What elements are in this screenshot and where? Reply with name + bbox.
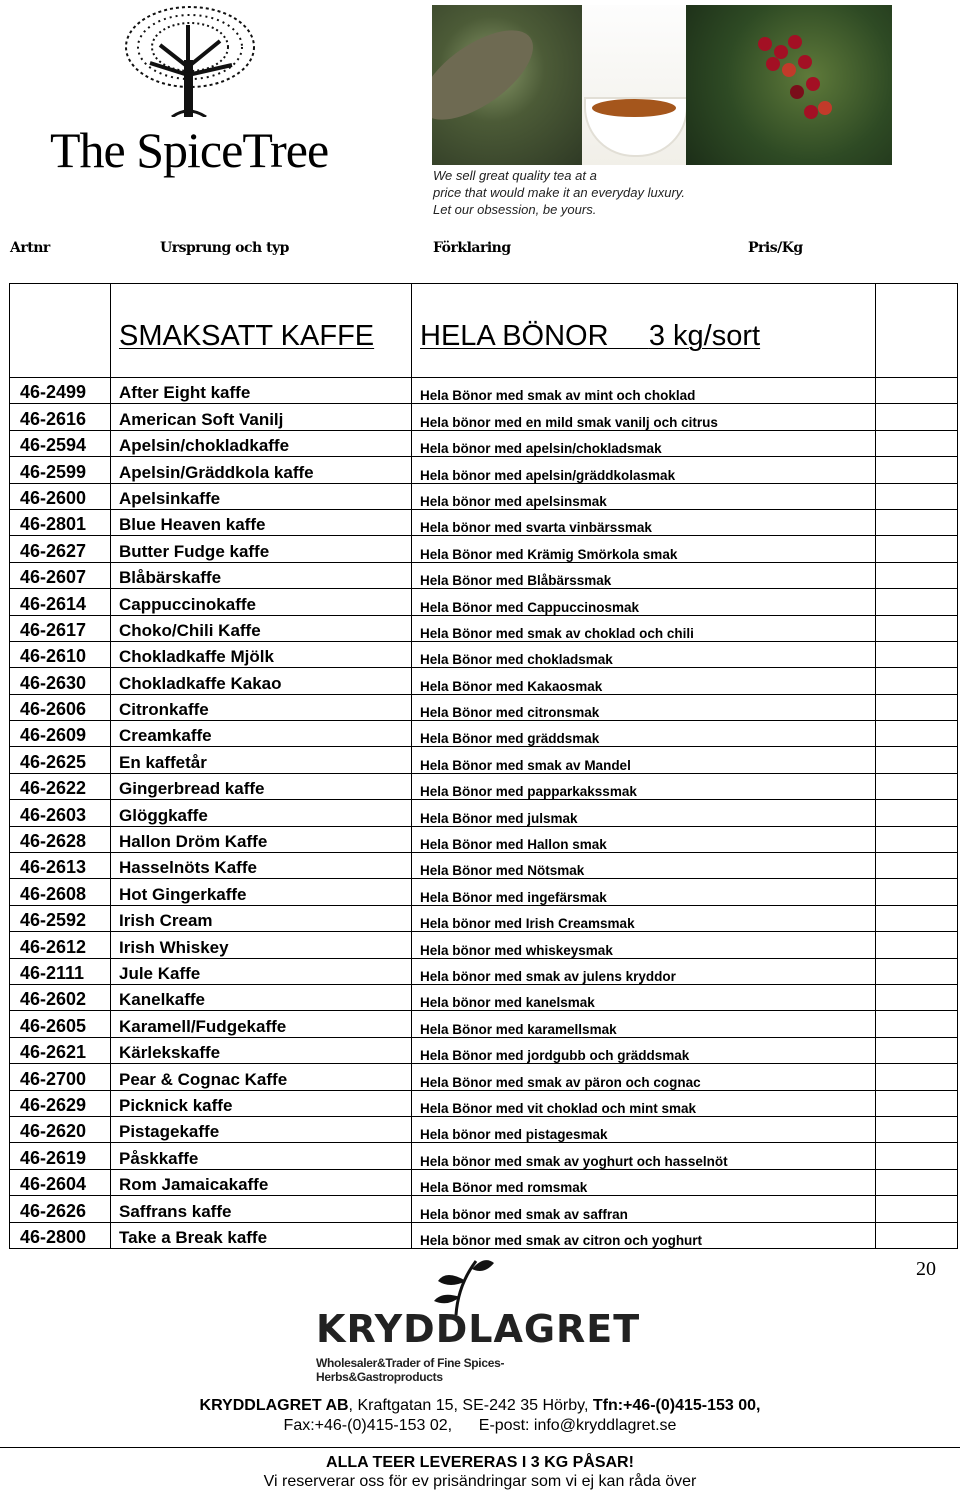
- product-description: Hela Bönor med vit choklad och mint smak: [412, 1090, 876, 1116]
- price-cell: [876, 668, 958, 694]
- product-description: Hela Bönor med papparkakssmak: [412, 773, 876, 799]
- table-row: [10, 589, 958, 615]
- product-description: Hela Bönor med Krämig Smörkola smak: [412, 536, 876, 562]
- product-name: Irish Cream: [111, 905, 412, 931]
- table-row: [10, 509, 958, 535]
- product-name: Apelsinkaffe: [111, 483, 412, 509]
- product-name: Blue Heaven kaffe: [111, 509, 412, 535]
- product-name: Take a Break kaffe: [111, 1222, 412, 1248]
- price-cell: [876, 562, 958, 588]
- product-name: Hot Gingerkaffe: [111, 879, 412, 905]
- table-row: [10, 668, 958, 694]
- price-cell: [876, 1143, 958, 1169]
- product-name: Glöggkaffe: [111, 800, 412, 826]
- heading-cell-price: [876, 284, 958, 378]
- product-description: Hela bönor med whiskeysmak: [412, 932, 876, 958]
- article-number: 46-2603: [10, 800, 111, 826]
- address-line-2: Fax:+46-(0)415-153 02, E-post: info@kryddlagret.se: [283, 1417, 677, 1434]
- table-row: [10, 747, 958, 773]
- price-cell: [876, 1116, 958, 1142]
- price-cell: [876, 1196, 958, 1222]
- price-cell: [876, 958, 958, 984]
- table-row: [10, 1169, 958, 1195]
- product-description: Hela bönor med smak av yoghurt och hasselnöt: [412, 1143, 876, 1169]
- product-description: Hela Bönor med romsmak: [412, 1169, 876, 1195]
- column-headers: [0, 240, 960, 260]
- product-description: Hela Bönor med julsmak: [412, 800, 876, 826]
- price-cell: [876, 536, 958, 562]
- product-description: Hela Bönor med Nötsmak: [412, 853, 876, 879]
- price-cell: [876, 483, 958, 509]
- product-description: Hela Bönor med smak av mint och choklad: [412, 378, 876, 404]
- product-name: Kanelkaffe: [111, 984, 412, 1010]
- product-description: Hela Bönor med smak av choklad och chili: [412, 615, 876, 641]
- product-description: Hela Bönor med Blåbärssmak: [412, 562, 876, 588]
- article-number: 46-2602: [10, 984, 111, 1010]
- product-description: Hela Bönor med karamellsmak: [412, 1011, 876, 1037]
- table-row: [10, 905, 958, 931]
- table-row: [10, 457, 958, 483]
- table-row: [10, 984, 958, 1010]
- table-row: [10, 721, 958, 747]
- price-cell: [876, 773, 958, 799]
- product-description: Hela bönor med en mild smak vanilj och citrus: [412, 404, 876, 430]
- heading-smaksatt-kaffe: SMAKSATT KAFFE: [111, 284, 412, 378]
- product-name: Butter Fudge kaffe: [111, 536, 412, 562]
- product-description: Hela Bönor med Kakaosmak: [412, 668, 876, 694]
- price-cell: [876, 1011, 958, 1037]
- product-name: Saffrans kaffe: [111, 1196, 412, 1222]
- article-number: 46-2610: [10, 641, 111, 667]
- product-name: Blåbärskaffe: [111, 562, 412, 588]
- article-number: 46-2616: [10, 404, 111, 430]
- heading-hela-bonor: [412, 284, 876, 378]
- price-cell: [876, 984, 958, 1010]
- table-row: [10, 483, 958, 509]
- product-name: Apelsin/Gräddkola kaffe: [111, 457, 412, 483]
- heading-hela-bonor-text: HELA BÖNOR 3 kg/sort: [420, 320, 761, 352]
- price-cell: [876, 404, 958, 430]
- article-number: 46-2594: [10, 430, 111, 456]
- article-number: 46-2599: [10, 457, 111, 483]
- article-number: 46-2617: [10, 615, 111, 641]
- product-name: Cappuccinokaffe: [111, 589, 412, 615]
- product-name: Choko/Chili Kaffe: [111, 615, 412, 641]
- heading-cell-empty: [10, 284, 111, 378]
- product-name: Pistagekaffe: [111, 1116, 412, 1142]
- article-number: 46-2612: [10, 932, 111, 958]
- article-number: 46-2111: [10, 958, 111, 984]
- price-cell: [876, 800, 958, 826]
- kryddlagret-tagline: Wholesaler&Trader of Fine Spices-Herbs&Gastroproducts: [316, 1356, 505, 1384]
- article-number: 46-2801: [10, 509, 111, 535]
- article-number: 46-2608: [10, 879, 111, 905]
- product-name: Picknick kaffe: [111, 1090, 412, 1116]
- product-name: Hallon Dröm Kaffe: [111, 826, 412, 852]
- product-name: American Soft Vanilj: [111, 404, 412, 430]
- article-number: 46-2621: [10, 1037, 111, 1063]
- product-description: Hela Bönor med smak av Mandel: [412, 747, 876, 773]
- article-number: 46-2609: [10, 721, 111, 747]
- product-name: After Eight kaffe: [111, 378, 412, 404]
- footer-divider: [0, 1447, 960, 1448]
- table-row: [10, 932, 958, 958]
- header-photos: [432, 5, 892, 165]
- col-pris: Pris/Kg: [748, 240, 803, 256]
- article-number: 46-2592: [10, 905, 111, 931]
- table-row: [10, 615, 958, 641]
- footer-notice: ALLA TEER LEVERERAS I 3 KG PÅSAR!: [326, 1454, 634, 1471]
- table-row: [10, 800, 958, 826]
- product-name: Gingerbread kaffe: [111, 773, 412, 799]
- table-row: [10, 1143, 958, 1169]
- slogan-line: We sell great quality tea at a: [433, 168, 597, 183]
- price-cell: [876, 641, 958, 667]
- address-line-1: KRYDDLAGRET AB, Kraftgatan 15, SE-242 35 Hörby, Tfn:+46-(0)415-153 00,: [199, 1397, 761, 1414]
- product-description: Hela Bönor med citronsmak: [412, 694, 876, 720]
- article-number: 46-2625: [10, 747, 111, 773]
- spicetree-logo: [20, 5, 360, 178]
- coffee-berries-photo: [686, 5, 892, 165]
- price-cell: [876, 1222, 958, 1248]
- table-row: [10, 773, 958, 799]
- page-number: 20: [916, 1258, 936, 1280]
- table-row: [10, 1090, 958, 1116]
- teacup-photo: [582, 5, 686, 165]
- price-cell: [876, 826, 958, 852]
- table-heading-row: [10, 284, 958, 378]
- leaf-icon: [416, 1255, 496, 1315]
- article-number: 46-2620: [10, 1116, 111, 1142]
- article-number: 46-2800: [10, 1222, 111, 1248]
- price-cell: [876, 1037, 958, 1063]
- tea-leaves-photo: [432, 5, 582, 165]
- article-number: 46-2614: [10, 589, 111, 615]
- kryddlagret-wordmark: KRYDDLAGRET: [316, 1307, 641, 1351]
- col-forklaring: Förklaring: [433, 240, 511, 256]
- kryddlagret-logo: [316, 1255, 641, 1384]
- product-description: Hela Bönor med jordgubb och gräddsmak: [412, 1037, 876, 1063]
- product-name: Chokladkaffe Kakao: [111, 668, 412, 694]
- product-name: Citronkaffe: [111, 694, 412, 720]
- product-description: Hela Bönor med chokladsmak: [412, 641, 876, 667]
- product-name: En kaffetår: [111, 747, 412, 773]
- footer-disclaimer: Vi reserverar oss för ev prisändringar som vi ej kan råda över: [263, 1473, 697, 1490]
- price-cell: [876, 853, 958, 879]
- table-row: [10, 826, 958, 852]
- company-address: [0, 1396, 960, 1436]
- table-row: [10, 879, 958, 905]
- table-row: [10, 1064, 958, 1090]
- product-name: Kärlekskaffe: [111, 1037, 412, 1063]
- product-name: Irish Whiskey: [111, 932, 412, 958]
- slogan-line: price that would make it an everyday luxury.: [433, 185, 685, 200]
- product-description: Hela bönor med smak av citron och yoghurt: [412, 1222, 876, 1248]
- product-description: Hela Bönor med smak av päron och cognac: [412, 1064, 876, 1090]
- table-row: [10, 958, 958, 984]
- product-description: Hela bönor med pistagesmak: [412, 1116, 876, 1142]
- price-cell: [876, 615, 958, 641]
- table-row: [10, 1037, 958, 1063]
- product-description: Hela bönor med apelsin/gräddkolasmak: [412, 457, 876, 483]
- price-cell: [876, 879, 958, 905]
- price-cell: [876, 1169, 958, 1195]
- product-name: Karamell/Fudgekaffe: [111, 1011, 412, 1037]
- table-row: [10, 853, 958, 879]
- product-description: Hela bönor med apelsinsmak: [412, 483, 876, 509]
- product-description: Hela Bönor med Hallon smak: [412, 826, 876, 852]
- product-description: Hela bönor med smak av saffran: [412, 1196, 876, 1222]
- article-number: 46-2604: [10, 1169, 111, 1195]
- product-name: Hasselnöts Kaffe: [111, 853, 412, 879]
- product-name: Jule Kaffe: [111, 958, 412, 984]
- price-cell: [876, 932, 958, 958]
- table-row: [10, 1011, 958, 1037]
- table-row: [10, 694, 958, 720]
- price-cell: [876, 589, 958, 615]
- product-name: Chokladkaffe Mjölk: [111, 641, 412, 667]
- article-number: 46-2627: [10, 536, 111, 562]
- table-row: [10, 404, 958, 430]
- article-number: 46-2626: [10, 1196, 111, 1222]
- product-name: Rom Jamaicakaffe: [111, 1169, 412, 1195]
- table-row: [10, 430, 958, 456]
- article-number: 46-2499: [10, 378, 111, 404]
- price-cell: [876, 694, 958, 720]
- col-artnr: Artnr: [10, 240, 50, 256]
- article-number: 46-2619: [10, 1143, 111, 1169]
- product-description: Hela Bönor med gräddsmak: [412, 721, 876, 747]
- slogan-line: Let our obsession, be yours.: [433, 202, 597, 217]
- price-cell: [876, 1064, 958, 1090]
- price-cell: [876, 457, 958, 483]
- price-table: [9, 283, 958, 1249]
- product-description: Hela bönor med smak av julens kryddor: [412, 958, 876, 984]
- slogan: [433, 167, 685, 218]
- article-number: 46-2630: [10, 668, 111, 694]
- price-cell: [876, 905, 958, 931]
- article-number: 46-2605: [10, 1011, 111, 1037]
- product-name: Creamkaffe: [111, 721, 412, 747]
- product-description: Hela Bönor med ingefärsmak: [412, 879, 876, 905]
- table-row: [10, 1222, 958, 1248]
- product-name: Apelsin/chokladkaffe: [111, 430, 412, 456]
- article-number: 46-2629: [10, 1090, 111, 1116]
- table-row: [10, 378, 958, 404]
- price-cell: [876, 430, 958, 456]
- price-cell: [876, 747, 958, 773]
- price-cell: [876, 378, 958, 404]
- footer: [0, 1453, 960, 1491]
- product-name: Pear & Cognac Kaffe: [111, 1064, 412, 1090]
- table-row: [10, 1196, 958, 1222]
- price-cell: [876, 721, 958, 747]
- col-ursprung: Ursprung och typ: [160, 240, 289, 256]
- table-row: [10, 641, 958, 667]
- article-number: 46-2600: [10, 483, 111, 509]
- article-number: 46-2700: [10, 1064, 111, 1090]
- product-name: Påskkaffe: [111, 1143, 412, 1169]
- tree-icon: [120, 5, 260, 117]
- article-number: 46-2628: [10, 826, 111, 852]
- price-cell: [876, 509, 958, 535]
- price-cell: [876, 1090, 958, 1116]
- product-description: Hela Bönor med Cappuccinosmak: [412, 589, 876, 615]
- article-number: 46-2622: [10, 773, 111, 799]
- product-description: Hela bönor med kanelsmak: [412, 984, 876, 1010]
- table-row: [10, 1116, 958, 1142]
- product-description: Hela bönor med Irish Creamsmak: [412, 905, 876, 931]
- product-description: Hela bönor med apelsin/chokladsmak: [412, 430, 876, 456]
- product-description: Hela bönor med svarta vinbärssmak: [412, 509, 876, 535]
- article-number: 46-2613: [10, 853, 111, 879]
- brand-title: The SpiceTree: [50, 122, 329, 178]
- article-number: 46-2606: [10, 694, 111, 720]
- table-row: [10, 536, 958, 562]
- article-number: 46-2607: [10, 562, 111, 588]
- table-row: [10, 562, 958, 588]
